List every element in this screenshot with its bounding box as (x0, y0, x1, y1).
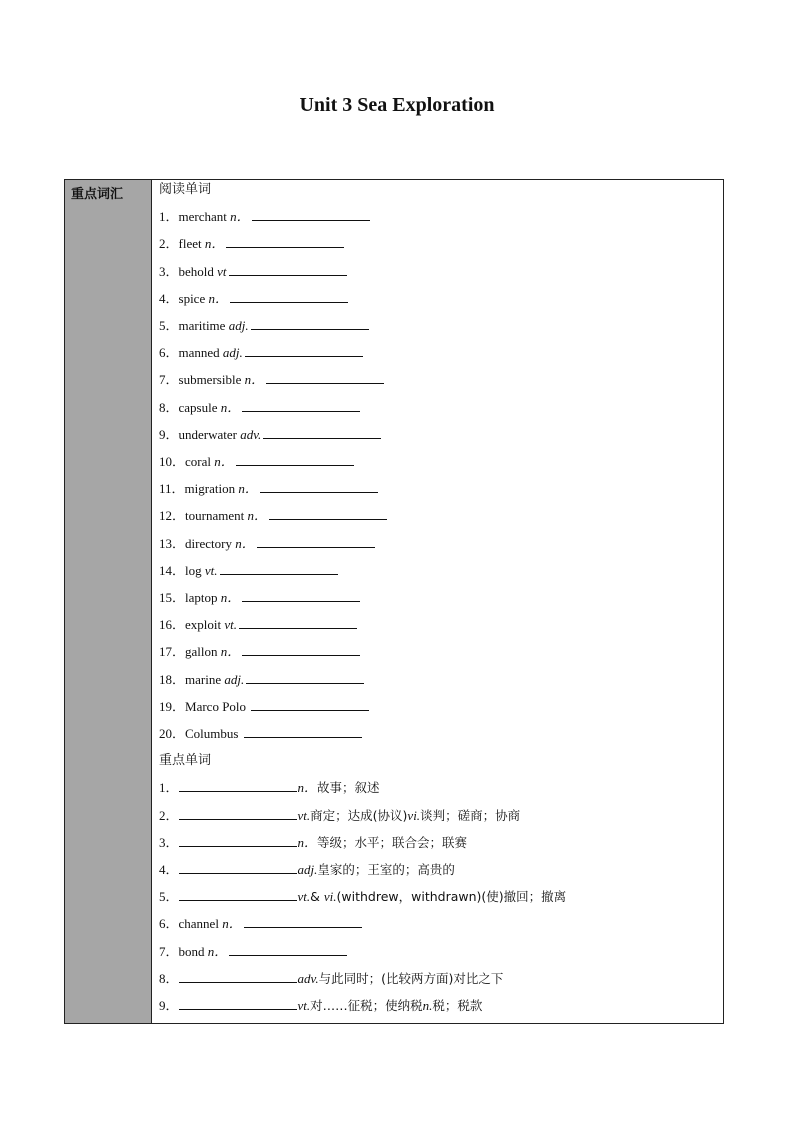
item-number: 15． (159, 590, 186, 605)
item-number: 19． (159, 698, 186, 714)
item-number: 16． (159, 617, 186, 633)
answer-blank[interactable] (179, 833, 297, 847)
part-of-speech: n． (247, 508, 267, 524)
answer-blank[interactable] (179, 806, 297, 820)
part-of-speech: n． (244, 372, 265, 388)
item-number: 3． (159, 834, 179, 850)
item-number: 6． (159, 916, 179, 932)
meaning-text: 等级；水平；联合会；联赛 (317, 834, 468, 850)
reading-word-item (159, 207, 370, 227)
item-number: 18． (159, 671, 186, 687)
item-number: 14． (159, 562, 186, 578)
answer-blank[interactable] (239, 615, 357, 629)
part-of-speech: vt. (297, 889, 311, 905)
reading-word-item (159, 506, 387, 526)
key-word-item (159, 914, 362, 934)
part-of-speech: n． (297, 834, 318, 850)
item-number: 1． (159, 780, 179, 796)
part-of-speech: n． (204, 236, 225, 252)
content-cell (152, 180, 723, 1023)
meaning-text: 对……征税；使纳税 (310, 998, 423, 1013)
part-of-speech: vt. (204, 562, 218, 578)
vocab-table (64, 179, 724, 1024)
meaning-text: 商定；达成(协议) (310, 807, 408, 823)
part-of-speech: adj. (228, 318, 249, 333)
part-of-speech-2: vi. (323, 889, 337, 905)
answer-blank[interactable] (244, 914, 362, 928)
meaning-text: 皇家的；王室的；高贵的 (317, 862, 455, 877)
reading-word-item (159, 670, 364, 690)
key-word-item (159, 942, 347, 962)
item-number: 10． (159, 454, 186, 469)
item-number: 3． (159, 263, 179, 279)
part-of-speech: adj. (224, 671, 245, 687)
answer-blank[interactable] (236, 452, 354, 466)
part-of-speech: n． (238, 481, 258, 497)
part-of-speech: vt (217, 263, 227, 279)
answer-blank[interactable] (179, 969, 297, 983)
item-number: 9． (159, 998, 179, 1013)
page-title: Unit 3 Sea Exploration (299, 94, 495, 116)
meaning-text-2: (withdrew，withdrawn)(使)撤回；撤离 (336, 889, 567, 905)
item-number: 5． (159, 318, 179, 333)
meaning-text: 与此同时；(比较两方面)对比之下 (318, 970, 504, 986)
part-of-speech: n． (214, 454, 234, 469)
item-number: 5． (159, 889, 179, 905)
reading-word-item (159, 289, 348, 309)
key-word-item (159, 969, 503, 989)
part-of-speech: vt. (297, 807, 311, 823)
answer-blank[interactable] (179, 778, 297, 792)
meaning-text-2: 谈判；磋商；协商 (420, 807, 521, 823)
reading-word-item (159, 697, 369, 717)
key-word-item (159, 778, 380, 798)
meaning-text-2: 税；税款 (432, 998, 483, 1013)
part-of-speech: n． (207, 943, 228, 959)
word-text: behold (178, 263, 214, 279)
item-number: 8． (159, 399, 179, 415)
section-heading-reading: 阅读单词 (159, 182, 212, 197)
reading-word-item (159, 561, 338, 581)
meaning-text: 故事；叙述 (317, 780, 380, 796)
answer-blank[interactable] (229, 262, 347, 276)
reading-word-item (159, 234, 344, 254)
answer-blank[interactable] (229, 942, 347, 956)
word-text: gallon (185, 644, 218, 660)
word-text: Marco Polo (185, 698, 247, 714)
word-text: bond (178, 943, 205, 959)
word-text: directory (185, 535, 232, 551)
item-number: 2． (159, 807, 179, 823)
reading-word-item (159, 452, 354, 472)
word-text: laptop (185, 590, 218, 605)
part-of-speech: n． (230, 209, 250, 225)
item-number: 8． (159, 970, 179, 986)
item-number: 6． (159, 345, 179, 361)
reading-word-item (159, 370, 384, 390)
item-number: 9． (159, 426, 179, 442)
answer-blank[interactable] (266, 370, 384, 384)
answer-blank[interactable] (246, 670, 364, 684)
answer-blank[interactable] (257, 534, 375, 548)
reading-word-item (159, 425, 381, 445)
part-of-speech: n． (297, 780, 318, 796)
answer-blank[interactable] (245, 343, 363, 357)
key-word-item (159, 996, 482, 1016)
word-text: underwater (178, 426, 237, 442)
answer-blank[interactable] (179, 860, 297, 874)
answer-blank[interactable] (263, 425, 381, 439)
item-number: 1． (159, 209, 179, 225)
word-text: maritime (178, 318, 226, 333)
item-number: 7． (159, 943, 179, 959)
word-text: channel (178, 916, 219, 932)
part-of-speech: n． (220, 644, 241, 660)
reading-word-item (159, 262, 347, 282)
part-of-speech: vt. (224, 617, 238, 633)
answer-blank[interactable] (251, 316, 369, 330)
reading-word-item (159, 534, 375, 554)
answer-blank[interactable] (269, 506, 387, 520)
key-word-item (159, 833, 467, 853)
word-text: Columbus (185, 726, 239, 741)
item-number: 4． (159, 862, 179, 877)
item-number: 17． (159, 644, 186, 660)
word-text: capsule (178, 399, 218, 415)
word-text: exploit (185, 617, 222, 633)
answer-blank[interactable] (260, 479, 378, 493)
item-number: 4． (159, 290, 179, 306)
key-word-item (159, 887, 566, 907)
answer-blank[interactable] (251, 697, 369, 711)
part-of-speech: vt. (297, 998, 311, 1013)
part-of-speech: n． (208, 290, 228, 306)
reading-word-item (159, 724, 362, 744)
item-number: 7． (159, 372, 179, 388)
key-word-item (159, 860, 455, 880)
answer-blank[interactable] (252, 207, 370, 221)
reading-word-item (159, 588, 360, 608)
part-of-speech: n． (220, 590, 241, 605)
answer-blank[interactable] (242, 398, 360, 412)
word-text: marine (185, 671, 222, 687)
answer-blank[interactable] (244, 724, 362, 738)
word-text: manned (178, 345, 220, 361)
answer-blank[interactable] (242, 588, 360, 602)
word-text: merchant (178, 209, 227, 225)
part-of-speech: n． (222, 916, 242, 932)
part-of-speech: adv. (240, 426, 262, 442)
part-of-speech: adv. (297, 970, 319, 986)
answer-blank[interactable] (179, 887, 297, 901)
item-number: 13． (159, 535, 186, 551)
item-number: 2． (159, 236, 179, 252)
reading-word-item (159, 398, 360, 418)
answer-blank[interactable] (230, 289, 348, 303)
part-of-speech: n． (235, 535, 255, 551)
meaning-text: & (310, 889, 324, 905)
reading-word-item (159, 615, 357, 635)
part-of-speech-2: vi. (407, 807, 421, 823)
word-text: log (185, 562, 202, 578)
word-text: spice (178, 290, 206, 306)
word-text: tournament (185, 508, 245, 524)
item-number: 20． (159, 726, 186, 741)
answer-blank[interactable] (242, 642, 360, 656)
answer-blank[interactable] (220, 561, 338, 575)
reading-word-item (159, 479, 378, 499)
item-number: 12． (159, 508, 186, 524)
answer-blank[interactable] (179, 996, 297, 1010)
row-label-cell (65, 180, 152, 1023)
reading-word-item (159, 343, 363, 363)
reading-word-item (159, 642, 360, 662)
section-heading-key: 重点单词 (159, 753, 212, 769)
reading-word-item (159, 316, 369, 336)
word-text: coral (185, 454, 211, 469)
answer-blank[interactable] (226, 234, 344, 248)
part-of-speech: adj. (297, 862, 318, 877)
word-text: fleet (178, 236, 202, 252)
part-of-speech: adj. (222, 345, 243, 361)
word-text: submersible (178, 372, 242, 388)
row-label: 重点词汇 (71, 187, 124, 202)
part-of-speech: n． (220, 399, 241, 415)
item-number: 11． (159, 481, 185, 497)
part-of-speech-2: n. (422, 998, 433, 1013)
key-word-item (159, 806, 520, 826)
word-text: migration (184, 481, 236, 497)
